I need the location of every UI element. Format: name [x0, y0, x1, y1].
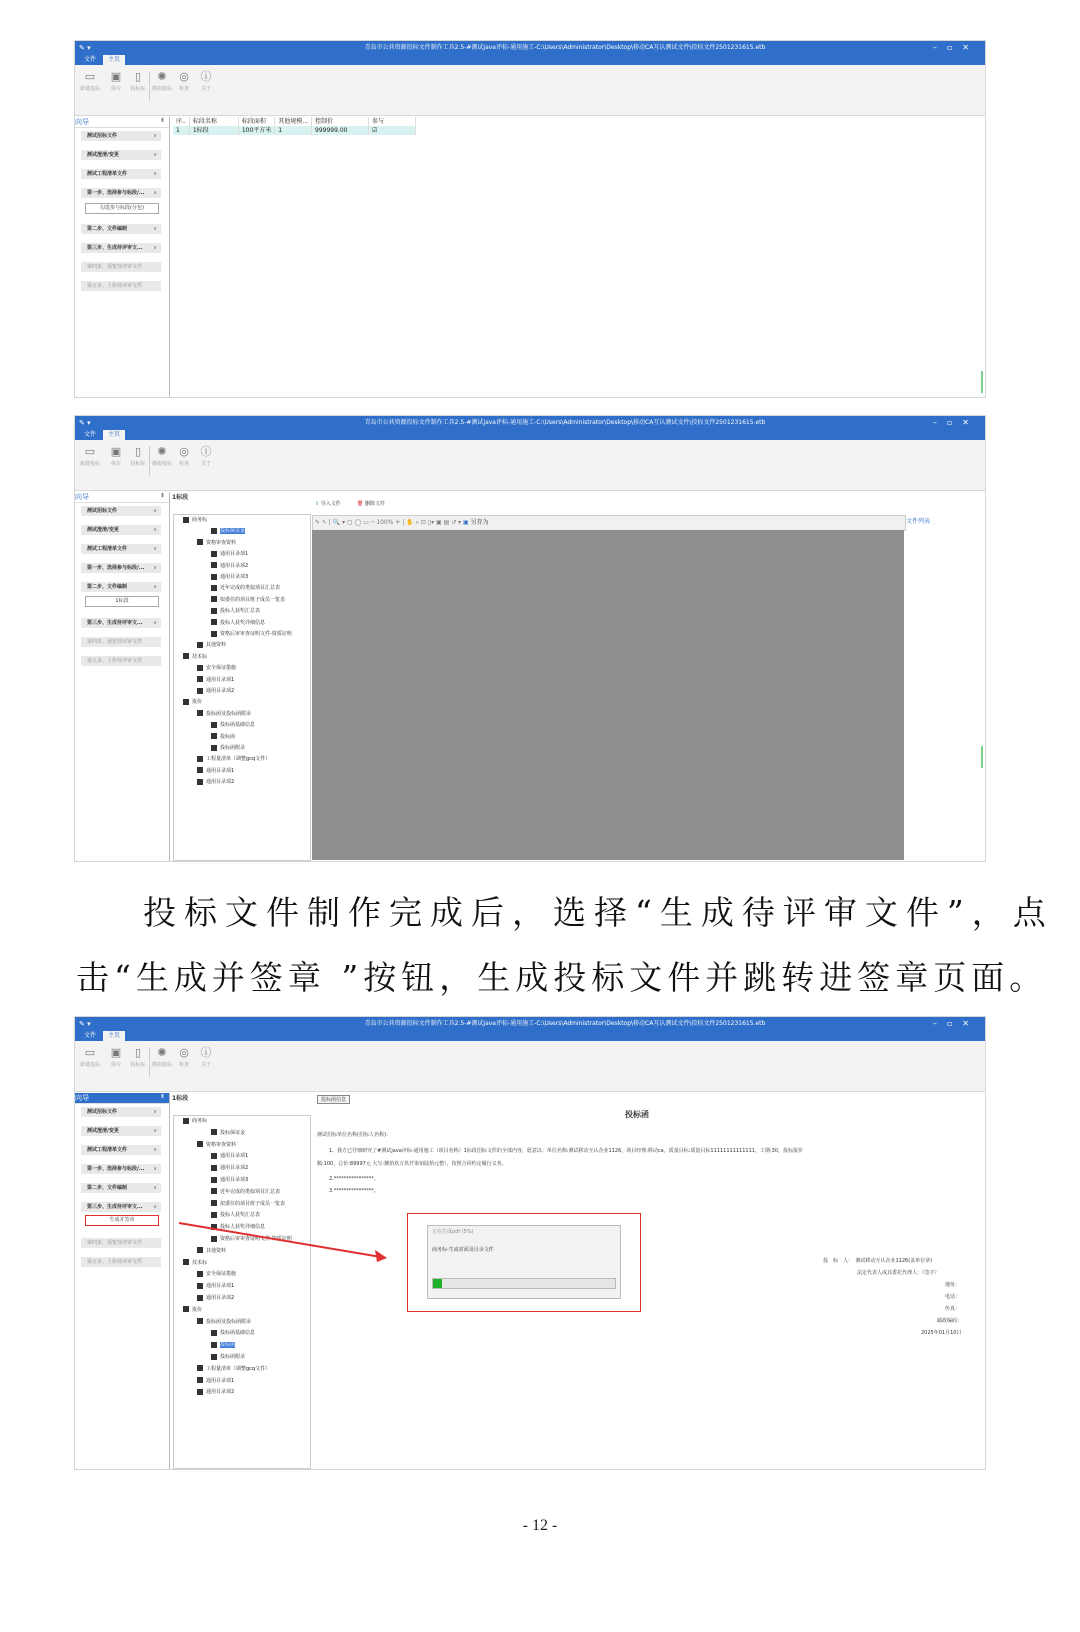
scroll-indicator[interactable]: [981, 371, 983, 393]
document-icon: ▯: [134, 70, 142, 83]
tree-item-label: 通用目录项2: [206, 779, 235, 786]
tree-item-label: 投标函基础信息: [220, 722, 256, 729]
tree-item[interactable]: [183, 698, 202, 707]
file-icon: [211, 574, 217, 580]
scroll-indicator[interactable]: [981, 746, 983, 768]
sign-line-7: 2025年01月10日: [921, 1330, 962, 1336]
tree-item[interactable]: [197, 1294, 234, 1303]
tree-item-label: 投标人获奖汇总表: [220, 608, 261, 615]
gauge-icon: ◎: [179, 70, 189, 83]
file-icon: [211, 1165, 217, 1171]
tree-item[interactable]: [197, 1141, 236, 1150]
chevron-down-icon: ∨: [153, 565, 157, 571]
file-icon: [197, 779, 203, 785]
col-price[interactable]: 控制价: [312, 117, 369, 126]
file-icon: [211, 745, 217, 751]
nav-item-step5[interactable]: 第五步、上传待评审文件: [81, 656, 161, 666]
tree-item[interactable]: [211, 1329, 255, 1338]
tree-item-label: 近年完成的类似项目汇总表: [220, 585, 281, 592]
ribbon: [75, 1041, 985, 1092]
chevron-down-icon: ∨: [153, 245, 157, 251]
doc-heading: 投标函: [625, 1110, 649, 1119]
file-icon: [197, 665, 203, 671]
tree-item[interactable]: [211, 607, 260, 616]
file-icon: [211, 722, 217, 728]
nav-header: 向导 ⇟: [75, 117, 169, 128]
pin-icon[interactable]: ⇟: [159, 492, 165, 499]
section-grid: [173, 117, 416, 135]
tree-item[interactable]: [211, 744, 245, 753]
chevron-down-icon: ∨: [153, 527, 157, 533]
quick-access-icons[interactable]: ✎ ▾: [79, 44, 91, 52]
file-icon: [211, 733, 217, 739]
tree-item-label: 报价: [192, 1306, 203, 1313]
nav-item-step5[interactable]: 第五步、上传待评审文件: [81, 1257, 161, 1267]
doc-line-5: 3.****************。: [329, 1188, 379, 1194]
tree-item-label: 投标人获奖详细信息: [220, 1224, 266, 1231]
tree-item-label: 通用目录项1: [206, 1283, 235, 1290]
doc-line-3: 额:100，总价:89997元 大写:捌拾玖万玖仟柒佰陆拾元整），按照合同约定履行义务。: [317, 1161, 507, 1167]
tree-item[interactable]: [197, 1282, 234, 1291]
gauge-icon: ◎: [179, 1046, 189, 1059]
simulate-button[interactable]: ✺ 模拟投标: [151, 70, 172, 92]
bulb-icon: ✺: [157, 445, 167, 458]
title-bar: [75, 1017, 985, 1031]
file-icon: [197, 756, 203, 762]
tree-item[interactable]: [211, 1152, 248, 1161]
tree-item-label: 商务标: [192, 517, 208, 523]
tree-item[interactable]: [211, 1341, 235, 1350]
window-title: 青岛市公共资源投标文件制作工具2.5-#测试java评标-通用施工-C:\Users\Administrator\Desktop\移动CA互认测试文件\投标文件2501231615.etb: [364, 419, 766, 426]
tree-item-label: 其他资料: [206, 642, 227, 649]
save-icon: ▣: [110, 70, 122, 83]
chevron-up-icon: ∧: [153, 190, 157, 196]
chevron-down-icon: ∨: [153, 620, 157, 626]
document-icon: ▯: [134, 1046, 142, 1059]
tree-item[interactable]: [197, 641, 226, 650]
file-icon: [197, 1271, 203, 1277]
nav-item-tender-file[interactable]: 测试招标文件 ∨: [81, 1107, 161, 1117]
tree-item[interactable]: [197, 1365, 270, 1374]
chevron-down-icon: ∨: [153, 508, 157, 514]
file-icon: [211, 619, 217, 625]
tree-item-label: 投标函附录: [220, 745, 246, 751]
doc-line-4: 2.****************。: [329, 1176, 379, 1182]
nav-item-step4[interactable]: 第四步、预览待评审文件: [81, 1238, 161, 1248]
delete-icon: 🗑: [357, 501, 364, 507]
document-icon: ▯: [134, 445, 142, 458]
nav-item-step2[interactable]: 第二步、文件编制 ∨: [81, 1183, 161, 1193]
folder-icon: [197, 1141, 203, 1147]
check-button[interactable]: ◎ 检查: [178, 445, 189, 467]
tree-item[interactable]: [197, 687, 234, 696]
save-icon: ▣: [110, 445, 122, 458]
col-area[interactable]: 标段面积: [238, 117, 274, 126]
nav-item-step3[interactable]: 第三步、生成待评审文... ∧: [81, 1202, 161, 1212]
tree-item-label: 技术标: [192, 653, 208, 660]
title-bar: [75, 41, 985, 55]
tree-item[interactable]: [211, 573, 248, 582]
file-icon: [211, 1188, 217, 1194]
page-number: - 12 -: [522, 1517, 558, 1534]
bid-button[interactable]: ▯ 投标标: [130, 1046, 146, 1068]
file-icon: [197, 688, 203, 694]
folder-icon: [183, 699, 189, 705]
tree-item-label: 通用目录项1: [220, 551, 249, 558]
info-icon: ⓘ: [200, 1046, 212, 1059]
nav-item-step4[interactable]: 第四步、预览待评审文件: [81, 262, 161, 272]
tree-item[interactable]: [211, 1353, 245, 1362]
nav-panel: [75, 1093, 169, 1469]
tree-item[interactable]: [197, 1270, 236, 1279]
file-icon: [211, 1177, 217, 1183]
menu-home[interactable]: 主页: [103, 430, 125, 440]
pdf-preview-area[interactable]: [312, 530, 904, 860]
nav-item-step4[interactable]: 第四步、预览待评审文件: [81, 637, 161, 647]
nav-item-step1[interactable]: 第一步、选择参与标段/... ∧: [81, 188, 161, 198]
chevron-down-icon: ∨: [153, 226, 157, 232]
tree-item[interactable]: [211, 630, 292, 639]
chevron-down-icon: ∨: [153, 1147, 157, 1153]
tree-item-label: 通用目录项2: [220, 562, 249, 569]
folder-icon: [197, 1318, 203, 1324]
grid-header-row: [173, 117, 416, 126]
tree-item[interactable]: [211, 1188, 280, 1197]
menu-file[interactable]: 文件: [84, 1032, 97, 1039]
tree-item[interactable]: [211, 550, 248, 559]
folder-icon: [197, 710, 203, 716]
new-bid-button[interactable]: ▭ 新建投标: [79, 1046, 100, 1068]
nav-item-clarification[interactable]: 测试澄清/变更 ∨: [81, 1126, 161, 1136]
menu-file[interactable]: 文件: [84, 56, 97, 63]
about-button[interactable]: ⓘ 关于: [200, 70, 212, 92]
file-icon: [197, 642, 203, 648]
file-icon: [211, 1200, 217, 1206]
tree-item-label: 投标函附录: [220, 1354, 246, 1360]
tree-item-label: 资格后审审查证明文件-资质证明: [220, 1236, 292, 1242]
chevron-down-icon: ∨: [153, 152, 157, 158]
window-controls[interactable]: –▫✕: [932, 418, 979, 427]
folder-icon: [183, 517, 189, 523]
tree-item[interactable]: [197, 664, 236, 673]
caption-line-1: 投标文件制作完成后，选择“生成待评审文件”，点: [143, 893, 1054, 932]
tree-item[interactable]: [197, 778, 234, 787]
new-bid-button[interactable]: ▭ 新建投标: [79, 445, 100, 467]
file-icon: [211, 585, 217, 591]
nav-item-clarification[interactable]: 测试澄清/变更 ∨: [81, 525, 161, 535]
info-icon: ⓘ: [200, 445, 212, 458]
new-file-icon: ▭: [84, 70, 96, 83]
ribbon: [75, 65, 985, 116]
simulate-button[interactable]: ✺ 模拟投标: [151, 1046, 172, 1068]
check-button[interactable]: ◎ 检查: [178, 70, 189, 92]
zoom-level[interactable]: 100%: [376, 519, 394, 526]
file-icon: [211, 551, 217, 557]
file-icon: [211, 1342, 217, 1348]
chevron-up-icon: ∧: [153, 1204, 157, 1210]
file-icon: [211, 608, 217, 614]
ribbon: [75, 440, 985, 491]
tree-item[interactable]: [211, 1129, 245, 1138]
about-button[interactable]: ⓘ 关于: [200, 445, 212, 467]
table-row[interactable]: 1 1标段 100平方米 1 999999.00 ☑: [173, 126, 416, 135]
chevron-up-icon: ∧: [153, 584, 157, 590]
nav-item-step2[interactable]: 第二步、文件编制 ∨: [81, 224, 161, 234]
tree-item-label: 通用目录项3: [220, 574, 249, 580]
tree-item-label: 通用目录项1: [206, 676, 235, 683]
nav-item-tender-file[interactable]: 测试招标文件 ∨: [81, 506, 161, 516]
nav-item-bill[interactable]: 测试工程清单文件 ∨: [81, 1145, 161, 1155]
col-index[interactable]: 序..: [173, 117, 189, 126]
sign-line-2: 法定代表人或其委托代理人：（签字）: [857, 1270, 940, 1276]
menu-file[interactable]: 文件: [84, 431, 97, 438]
folder-icon: [183, 1118, 189, 1124]
tree-item-label: 投标函及投标函附录: [206, 1318, 252, 1325]
tree-item-label: 投标保证金: [220, 528, 246, 535]
tree-item-label: 工程量清单（调整gcq文件）: [206, 756, 271, 763]
tree-item-label: 拟委任的项目班子成员一览表: [220, 1200, 286, 1207]
tree-item[interactable]: [183, 1117, 207, 1126]
nav-item-step1[interactable]: 第一步、选择参与标段/... ∨: [81, 563, 161, 573]
pin-icon[interactable]: ⇟: [159, 117, 165, 124]
tree-item[interactable]: [197, 1318, 251, 1327]
tree-item[interactable]: [211, 596, 285, 605]
file-icon: [197, 1389, 203, 1395]
tree-item-label: 资格后审审查证明文件-资质证明: [220, 631, 292, 637]
progress-dialog: [427, 1225, 621, 1299]
tree-item-label: 安全保证措施: [206, 665, 237, 672]
progress-title: 正在生成pdf (5%): [432, 1229, 474, 1235]
tree-item-label: 通用目录项1: [206, 767, 235, 774]
quick-access-icons[interactable]: ✎ ▾: [79, 1020, 91, 1028]
section-1-button[interactable]: 1标段: [85, 596, 159, 607]
tree-item[interactable]: [197, 539, 236, 548]
nav-item-bill[interactable]: 测试工程清单文件 ∨: [81, 544, 161, 554]
nav-item-tender-file[interactable]: 测试招标文件 ∨: [81, 131, 161, 141]
window-controls[interactable]: –▫✕: [932, 43, 979, 52]
nav-item-bill[interactable]: 测试工程清单文件 ∨: [81, 169, 161, 179]
file-icon: [211, 562, 217, 568]
nav-item-clarification[interactable]: 测试澄清/变更 ∨: [81, 150, 161, 160]
tree-item[interactable]: [211, 1164, 248, 1173]
file-icon: [197, 1377, 203, 1383]
save-icon: ▣: [110, 1046, 122, 1059]
tree-item-label: 安全保证措施: [206, 1271, 237, 1278]
screenshot-3: [74, 1016, 986, 1470]
tree-item-label: 投标函: [220, 733, 236, 740]
section-label: 1标段: [172, 494, 189, 501]
save-as-button[interactable]: ▣ 另存为: [463, 519, 489, 526]
save-button[interactable]: ▣ 保存: [110, 445, 122, 467]
title-bar: [75, 416, 985, 430]
nav-panel: [75, 492, 169, 861]
nav-panel: [75, 117, 169, 397]
col-join[interactable]: 参与: [369, 117, 416, 126]
tree-item[interactable]: [211, 619, 265, 628]
nav-header: 向导 ⇟: [75, 1093, 169, 1104]
nav-item-step3[interactable]: 第三步、生成待评审文... ∨: [81, 618, 161, 628]
file-icon: [197, 1365, 203, 1371]
tree-item-label: 资格审查资料: [206, 1141, 237, 1148]
folder-icon: [183, 653, 189, 659]
import-icon: ⇪: [315, 501, 320, 507]
tree-item-label: 投标人获奖详细信息: [220, 619, 266, 626]
check-button[interactable]: ◎ 检查: [178, 1046, 189, 1068]
tree-item[interactable]: [183, 1306, 202, 1315]
chevron-down-icon: ∨: [153, 171, 157, 177]
tree-item-label: 通用目录项2: [206, 1295, 235, 1301]
bulb-icon: ✺: [157, 1046, 167, 1059]
screenshot-2: [74, 415, 986, 862]
select-section-button[interactable]: 勾选参与标段(分包): [85, 203, 159, 214]
file-icon: [197, 1295, 203, 1301]
chevron-down-icon: ∨: [153, 1128, 157, 1134]
tree-item[interactable]: [197, 1388, 234, 1397]
pdf-toolbar: ✎ ↖ | 🔍 ▾ ▢ ◯ ▭ ─ 100% ✛ | ✋ ⌕ ⊡ ▯▾ ▣ ▤ ↺ ▾ ▣ 另存为: [312, 515, 906, 531]
quick-access-icons[interactable]: ✎ ▾: [79, 419, 91, 427]
tree-item[interactable]: [211, 1200, 285, 1209]
save-button[interactable]: ▣ 保存: [110, 70, 122, 92]
file-list-label[interactable]: 文件列表: [906, 518, 931, 525]
tree-item-label: 通用目录项2: [206, 1389, 235, 1396]
tree-item-label: 其他资料: [206, 1247, 227, 1254]
bid-button[interactable]: ▯ 投标标: [130, 70, 146, 92]
chevron-down-icon: ∨: [153, 1109, 157, 1115]
bid-button[interactable]: ▯ 投标标: [130, 445, 146, 467]
chevron-down-icon: ∨: [153, 546, 157, 552]
tree-item-label: 技术标: [192, 1259, 208, 1266]
tree-item-label: 工程量清单（调整gcq文件）: [206, 1365, 271, 1372]
new-file-icon: ▭: [84, 445, 96, 458]
tree-item-label: 通用目录项1: [206, 1377, 235, 1384]
progress-bar-fill: [433, 1279, 442, 1288]
tree-item-label: 通用目录项2: [220, 1165, 249, 1172]
tree-item[interactable]: [197, 767, 234, 776]
file-icon: [197, 676, 203, 682]
tree-item[interactable]: [183, 653, 207, 662]
tree-item-label: 投标函及投标函附录: [206, 710, 252, 717]
file-icon: [197, 767, 203, 773]
window-title: 青岛市公共资源投标文件制作工具2.5-#测试java评标-通用施工-C:\Users\Administrator\Desktop\移动CA互认测试文件\投标文件2501231615.etb: [364, 44, 766, 51]
save-icon: ▣: [463, 519, 469, 526]
tree-item[interactable]: [211, 721, 255, 730]
nav-item-step5[interactable]: 第五步、上传待评审文件: [81, 281, 161, 291]
tree-item[interactable]: [197, 755, 270, 764]
tree-item-label: 投标函基础信息: [220, 1330, 256, 1337]
folder-icon: [183, 1306, 189, 1312]
file-icon: [211, 596, 217, 602]
tree-item[interactable]: [211, 562, 248, 571]
tree-item-label: 通用目录项2: [206, 688, 235, 694]
chevron-down-icon: ∨: [153, 1185, 157, 1191]
tree-item[interactable]: [197, 676, 234, 685]
gauge-icon: ◎: [179, 445, 189, 458]
chevron-down-icon: ∨: [153, 133, 157, 139]
progress-message: 商务标-生成封面及目录文件: [432, 1247, 494, 1253]
delete-file-button[interactable]: 🗑 删除文件: [357, 501, 385, 507]
tree-item[interactable]: [183, 516, 207, 525]
tree-item-label: 商务标: [192, 1118, 208, 1124]
tab-bid-letter-info[interactable]: 投标函信息: [317, 1095, 350, 1104]
tree-item-label: 投标人获奖汇总表: [220, 1212, 261, 1219]
about-button[interactable]: ⓘ 关于: [200, 1046, 212, 1068]
section-label: 1标段: [172, 1095, 189, 1102]
tree-item-label: 通用目录项1: [220, 1153, 249, 1160]
col-name[interactable]: 标段名称: [189, 117, 238, 126]
info-icon: ⓘ: [200, 70, 212, 83]
save-button[interactable]: ▣ 保存: [110, 1046, 122, 1068]
doc-line-2: 1、我方已仔细研究了#测试java评标-通用施工（项目名称）1标段招标文件的全部内容，愿意以：单位名称:测试移动互认企业1126，项目经理:移动ca，质量目标:质量目标11111111111111，工期:30，投标报价: [329, 1148, 804, 1154]
tree-item[interactable]: [197, 1377, 234, 1386]
nav-item-step1[interactable]: 第一步、选择参与标段/... ∨: [81, 1164, 161, 1174]
tree-item[interactable]: [211, 733, 235, 742]
file-icon: [211, 1354, 217, 1360]
tree-item[interactable]: [197, 710, 251, 719]
new-bid-button[interactable]: ▭ 新建投标: [79, 70, 100, 92]
file-icon: [211, 1129, 217, 1135]
nav-header: 向导 ⇟: [75, 492, 169, 503]
pin-icon[interactable]: ⇟: [159, 1093, 165, 1100]
callout-arrow: [175, 1217, 395, 1267]
join-checkbox[interactable]: ☑: [369, 126, 416, 135]
pdf-tools-icons[interactable]: ✎ ↖ | 🔍 ▾ ▢ ◯ ▭ ─: [313, 519, 377, 526]
chevron-down-icon: ∨: [153, 1166, 157, 1172]
tree-item-label: 投标函: [220, 1342, 236, 1349]
col-other[interactable]: 其他规模...: [275, 117, 312, 126]
file-icon: [211, 1153, 217, 1159]
sign-line-3: 地址：: [945, 1282, 961, 1288]
file-icon: [197, 1283, 203, 1289]
menu-home[interactable]: 主页: [103, 55, 125, 65]
sign-line-1: 投 标 人： 测试移动互认企业1126(盖单位章): [823, 1258, 933, 1264]
file-icon: [211, 1330, 217, 1336]
bulb-icon: ✺: [157, 70, 167, 83]
sign-line-4: 电话：: [945, 1294, 961, 1300]
nav-item-step2[interactable]: 第二步、文件编制 ∧: [81, 582, 161, 592]
generate-and-sign-button[interactable]: 生成并签章: [85, 1215, 159, 1226]
caption-line-2: 击“生成并签章 ”按钮，生成投标文件并跳转进签章页面。: [76, 958, 1048, 997]
sign-line-6: 邮政编码：: [937, 1318, 963, 1324]
tree-item-label: 报价: [192, 699, 203, 706]
import-file-button[interactable]: ⇪ 导入文件: [315, 501, 341, 507]
file-icon: [211, 528, 217, 534]
file-icon: [211, 631, 217, 637]
tree-item-label: 近年完成的类似项目汇总表: [220, 1188, 281, 1195]
sign-line-5: 传真：: [945, 1306, 961, 1312]
tree-item[interactable]: [211, 527, 245, 536]
tree-item[interactable]: [211, 584, 280, 593]
tree-item-label: 拟委任的项目班子成员一览表: [220, 596, 286, 603]
nav-item-step3[interactable]: 第三步、生成待评审文... ∨: [81, 243, 161, 253]
window-controls[interactable]: –▫✕: [932, 1019, 979, 1028]
tree-item-label: 通用目录项3: [220, 1177, 249, 1183]
tree-item[interactable]: [211, 1176, 248, 1185]
doc-line-1: 测试招标单位名称(招标人名称)：: [317, 1132, 391, 1138]
tree-item-label: 资格审查资料: [206, 539, 237, 546]
progress-bar: [432, 1278, 616, 1289]
new-file-icon: ▭: [84, 1046, 96, 1059]
simulate-button[interactable]: ✺ 模拟投标: [151, 445, 172, 467]
screenshot-1: [74, 40, 986, 398]
menu-home[interactable]: 主页: [103, 1031, 125, 1041]
window-title: 青岛市公共资源投标文件制作工具2.5-#测试java评标-通用施工-C:\Users\Administrator\Desktop\移动CA互认测试文件\投标文件2501231615.etb: [364, 1020, 766, 1027]
tree-item-label: 投标保证金: [220, 1129, 246, 1136]
folder-icon: [197, 539, 203, 545]
